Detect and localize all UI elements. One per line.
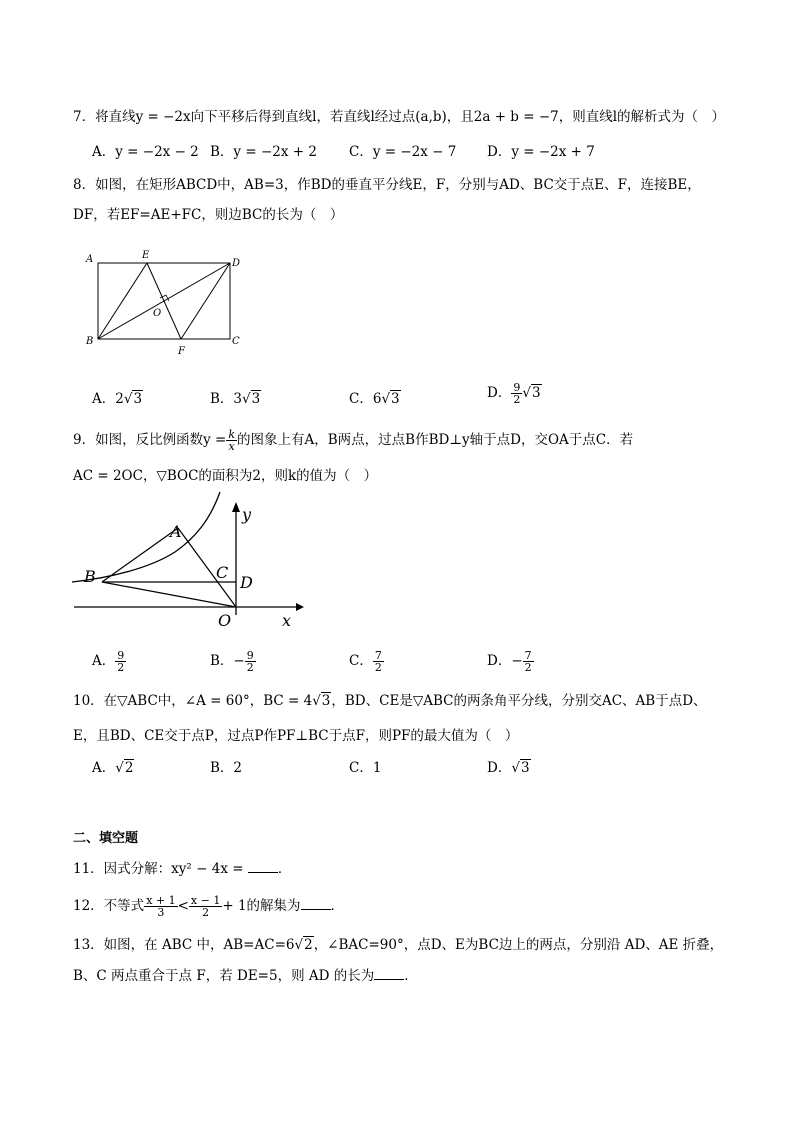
label-c: C — [216, 563, 229, 582]
label-d: D — [240, 573, 253, 592]
q13-stem-line1: 13．如图，在 ABC 中，AB=AC=6√2，∠BAC=90°，点D、E为BC边上的两点，分别沿 AD、AE 折叠， — [73, 937, 724, 953]
label-a: A — [170, 522, 182, 541]
q7-stem: 7．将直线y = −2x向下平移后得到直线l，若直线l经过点(a,b)，且2a + b = −7，则直线l的解析式为（ ） — [73, 109, 726, 125]
q10-option-a: A．√2 — [92, 760, 134, 776]
q12-answer-blank[interactable] — [301, 897, 331, 910]
q13-stem-line2: B、C 两点重合于点 F，若 DE=5，则 AD 的长为 ． — [73, 968, 418, 984]
y-axis-arrow — [232, 502, 240, 512]
q7-option-d: D．y = −2x + 7 — [487, 144, 595, 160]
q13-answer-blank[interactable] — [374, 967, 404, 980]
q10-stem-line1: 10．在▽ABC中，∠A = 60°，BC = 4√3，BD、CE是▽ABC的两条角平分线，分别交AC、AB于点D、 — [73, 693, 707, 709]
q10-option-c: C．1 — [349, 760, 382, 776]
label-o: O — [153, 308, 162, 319]
label-d: D — [232, 258, 241, 269]
label-x: x — [282, 611, 292, 630]
label-b: B — [84, 567, 96, 586]
section-title-fill-blank: 二、填空题 — [73, 831, 139, 846]
q9-option-b: B．− $\frac{9}{2}$ — [210, 649, 254, 674]
q8-rectangle-figure — [80, 246, 250, 358]
label-b: B — [86, 336, 94, 347]
q9-option-c: C． $\frac{7}{2}$ — [349, 649, 382, 674]
q7-option-b: B．y = −2x + 2 — [210, 144, 317, 160]
q8-option-c: C．6√3 — [349, 391, 400, 407]
q12-stem: 12．不等式 $\frac{x + 1}{3}$ < $\frac{x - 1}{2}$ + 1的解集为 ． — [73, 894, 345, 919]
q11-answer-blank[interactable] — [248, 860, 278, 873]
label-c: C — [232, 336, 240, 347]
label-y: y — [242, 505, 252, 524]
q10-option-d: D．√3 — [487, 760, 530, 776]
label-o: O — [218, 611, 232, 630]
q9-function-figure — [70, 490, 310, 640]
segment-ba — [102, 528, 178, 582]
q8-stem-line2: DF，若EF=AE+FC，则边BC的长为（ ） — [73, 207, 344, 223]
x-axis-arrow — [296, 603, 304, 611]
q7-option-c: C．y = −2x − 7 — [349, 144, 457, 160]
label-f: F — [178, 346, 185, 357]
q8-stem-line1: 8．如图，在矩形ABCD中，AB=3，作BD的垂直平分线E，F，分别与AD、BC交于点E、F，连接BE， — [73, 177, 701, 193]
q8-option-b: B．3√3 — [210, 391, 261, 407]
q9-stem-line2: AC = 2OC，▽BOC的面积为2，则k的值为（ ） — [73, 468, 378, 484]
q10-stem-line2: E，且BD、CE交于点P，过点P作PF⊥BC于点F，则PF的最大值为（ ） — [73, 728, 519, 744]
label-a: A — [86, 254, 94, 265]
q8-option-d: D． $\frac{9}{2}$ √3 — [487, 381, 541, 406]
q9-option-d: D．− $\frac{7}{2}$ — [487, 649, 532, 674]
segment-bo — [102, 582, 236, 607]
q7-option-a: A．y = −2x − 2 — [92, 144, 199, 160]
q10-option-b: B．2 — [210, 760, 243, 776]
q11-stem: 11．因式分解：xy² − 4x = ． — [73, 861, 292, 877]
segment-df — [181, 263, 230, 339]
q9-stem-line1: 9．如图，反比例函数y = $\frac{k}{x}$ 的图象上有A，B两点，过点B作BD⊥y轴于点D，交OA于点C．若 — [73, 428, 634, 453]
q8-option-a: A．2√3 — [92, 391, 143, 407]
q9-option-a: A． $\frac{9}{2}$ — [92, 649, 125, 674]
label-e: E — [142, 250, 150, 261]
segment-ef — [147, 263, 181, 339]
segment-be — [98, 263, 147, 339]
